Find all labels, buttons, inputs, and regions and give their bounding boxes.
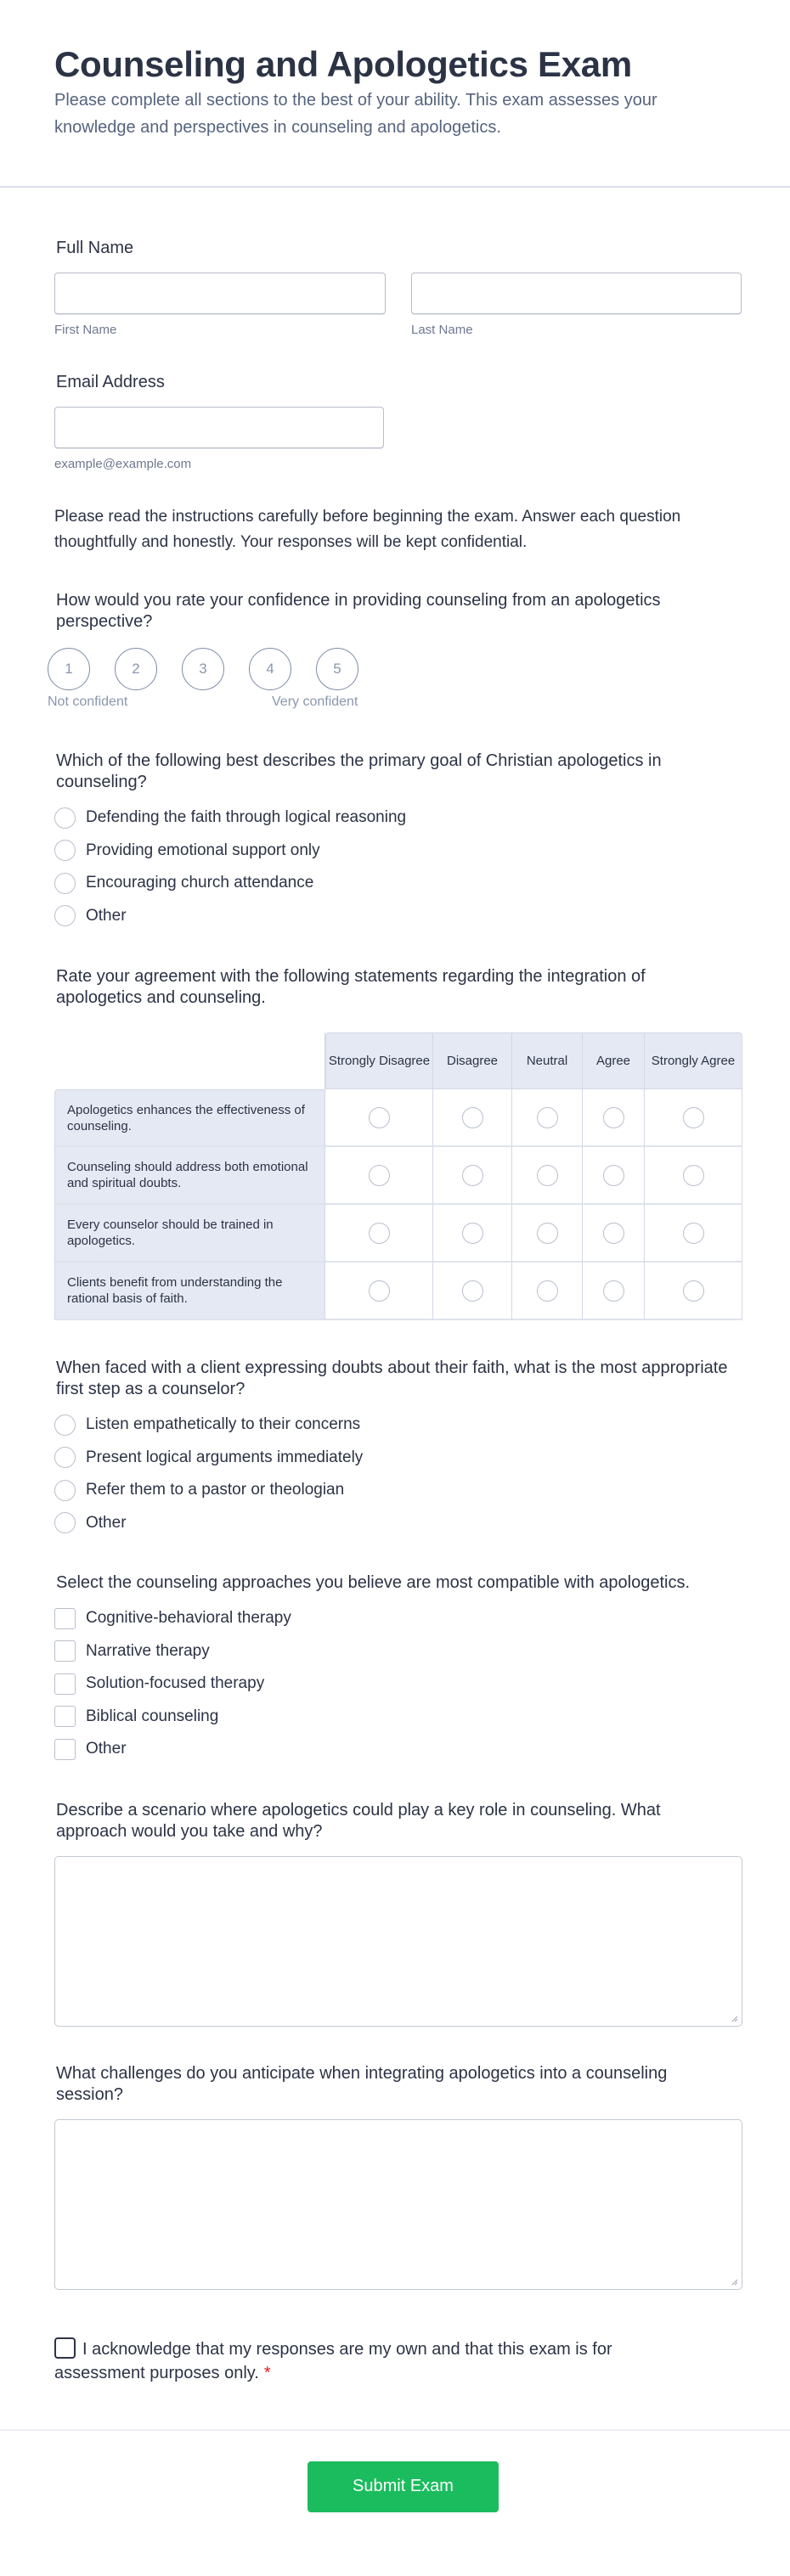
question-text: Rate your agreement with the following statements regarding the integration of apologetics and counseling. (56, 967, 646, 1007)
matrix-radio[interactable] (603, 1107, 624, 1128)
exam-form (0, 188, 790, 2429)
matrix-radio[interactable] (537, 1165, 558, 1186)
matrix-radio[interactable] (537, 1280, 558, 1302)
matrix-radio[interactable] (462, 1107, 483, 1128)
first-name-field (54, 273, 386, 337)
matrix-radio[interactable] (537, 1107, 558, 1128)
matrix-radio[interactable] (462, 1280, 483, 1302)
checkbox-option[interactable]: Other (54, 1733, 742, 1766)
checkbox[interactable] (54, 1706, 76, 1727)
column-header: Disagree (433, 1032, 512, 1089)
scale-labels (48, 695, 742, 713)
scale-option-3[interactable]: 3 (182, 648, 224, 690)
checkbox-option[interactable]: Solution-focused therapy (54, 1668, 742, 1701)
checkbox-group (54, 1602, 742, 1766)
last-name-field (411, 273, 742, 337)
matrix-row (54, 1147, 742, 1205)
matrix-radio[interactable] (603, 1280, 624, 1302)
primary-goal-question (54, 751, 742, 932)
last-name-sublabel: Last Name (411, 323, 473, 337)
scenario-question (54, 1800, 742, 2027)
page-title: Counseling and Apologetics Exam (54, 44, 632, 84)
page-subtitle: Please complete all sections to the best of your ability. This exam assesses your knowledge and perspectives in counseling and apologetics. (54, 91, 657, 137)
last-name-input[interactable] (411, 273, 742, 314)
form-header (0, 0, 790, 188)
matrix-row (54, 1263, 742, 1320)
column-header: Neutral (512, 1032, 583, 1089)
matrix-radio[interactable] (369, 1165, 390, 1186)
radio-button[interactable] (54, 873, 76, 894)
checkbox-option[interactable]: Biblical counseling (54, 1701, 742, 1734)
column-header: Strongly Agree (645, 1032, 742, 1089)
challenges-question (54, 2063, 742, 2290)
matrix-radio[interactable] (683, 1280, 704, 1302)
agreement-matrix-question (54, 966, 742, 1320)
scenario-textarea[interactable] (54, 1856, 742, 2027)
email-label: Email Address (56, 373, 165, 391)
acknowledgement (54, 2337, 700, 2429)
email-sublabel: example@example.com (54, 457, 192, 471)
challenges-textarea[interactable] (54, 2119, 742, 2290)
approaches-question (54, 1572, 742, 1766)
checkbox-option[interactable]: Narrative therapy (54, 1635, 742, 1668)
question-text: What challenges do you anticipate when integrating apologetics into a counseling session? (56, 2063, 668, 2104)
first-step-question (54, 1358, 742, 1539)
radio-group (54, 1409, 742, 1539)
radio-option[interactable]: Other (54, 1507, 742, 1540)
full-name-label: Full Name (56, 239, 134, 257)
scale-low-label: Not confident (48, 695, 128, 709)
scale-high-label: Very confident (272, 695, 358, 709)
radio-button[interactable] (54, 1415, 76, 1436)
checkbox[interactable] (54, 1739, 76, 1760)
checkbox[interactable] (54, 1608, 76, 1629)
first-name-sublabel: First Name (54, 323, 117, 337)
row-label: Every counselor should be trained in apologetics. (54, 1205, 325, 1263)
matrix-row (54, 1205, 742, 1263)
agreement-matrix (54, 1032, 742, 1320)
radio-button[interactable] (54, 1512, 76, 1533)
form-footer (0, 2429, 790, 2555)
radio-option[interactable]: Defending the faith through logical reasoning (54, 801, 742, 835)
radio-option[interactable]: Listen empathetically to their concerns (54, 1409, 742, 1442)
radio-button[interactable] (54, 807, 76, 829)
matrix-radio[interactable] (603, 1165, 624, 1186)
row-label: Apologetics enhances the effectiveness of counseling. (54, 1089, 325, 1147)
radio-button[interactable] (54, 840, 76, 861)
scale-option-4[interactable]: 4 (249, 648, 291, 690)
matrix-radio[interactable] (462, 1165, 483, 1186)
scale-option-2[interactable]: 2 (115, 648, 157, 690)
question-text: Describe a scenario where apologetics could play a key role in counseling. What approach would you take and why? (56, 1800, 661, 1841)
radio-button[interactable] (54, 1447, 76, 1468)
matrix-radio[interactable] (683, 1165, 704, 1186)
question-text: Select the counseling approaches you believe are most compatible with apologetics. (56, 1573, 690, 1592)
scale-option-5[interactable]: 5 (316, 648, 358, 690)
submit-button[interactable]: Submit Exam (308, 2461, 499, 2512)
checkbox-option[interactable]: Cognitive-behavioral therapy (54, 1602, 742, 1635)
matrix-radio[interactable] (369, 1223, 390, 1244)
column-header: Agree (583, 1032, 645, 1089)
radio-group (54, 801, 742, 932)
resize-handle-icon[interactable] (731, 2279, 738, 2286)
radio-button[interactable] (54, 905, 76, 926)
checkbox[interactable] (54, 1640, 76, 1662)
column-header: Strongly Disagree (325, 1032, 433, 1089)
first-name-input[interactable] (54, 273, 386, 314)
email-input[interactable] (54, 407, 384, 448)
radio-option[interactable]: Present logical arguments immediately (54, 1442, 742, 1475)
resize-handle-icon[interactable] (731, 2016, 738, 2022)
row-label: Counseling should address both emotional and spiritual doubts. (54, 1147, 325, 1205)
radio-option[interactable]: Providing emotional support only (54, 835, 742, 868)
matrix-radio[interactable] (683, 1223, 704, 1244)
matrix-radio[interactable] (537, 1223, 558, 1244)
row-label: Clients benefit from understanding the rational basis of faith. (54, 1263, 325, 1320)
acknowledgement-text: I acknowledge that my responses are my own and that this exam is for assessment purposes only. (54, 2339, 612, 2382)
matrix-row (54, 1089, 742, 1147)
question-text: How would you rate your confidence in providing counseling from an apologetics perspective? (56, 591, 661, 631)
confidence-question (48, 590, 742, 713)
radio-option[interactable]: Other (54, 900, 742, 933)
matrix-radio[interactable] (683, 1107, 704, 1128)
matrix-radio[interactable] (462, 1223, 483, 1244)
matrix-radio[interactable] (603, 1223, 624, 1244)
radio-option[interactable]: Encouraging church attendance (54, 867, 742, 900)
question-text: Which of the following best describes the primary goal of Christian apologetics in counseling? (56, 751, 662, 791)
scale-option-1[interactable]: 1 (48, 648, 90, 690)
checkbox[interactable] (54, 1673, 76, 1695)
full-name-section (54, 188, 742, 337)
acknowledgement-checkbox[interactable] (54, 2337, 76, 2359)
question-text: When faced with a client expressing doubts about their faith, what is the most appropriate first step as a counselor? (56, 1358, 728, 1398)
email-section (54, 371, 742, 471)
matrix-radio[interactable] (369, 1280, 390, 1302)
radio-option[interactable]: Refer them to a pastor or theologian (54, 1474, 742, 1507)
confidence-scale (48, 648, 742, 690)
required-marker: * (263, 2363, 271, 2382)
matrix-radio[interactable] (369, 1107, 390, 1128)
radio-button[interactable] (54, 1480, 76, 1501)
instructions-text: Please read the instructions carefully before beginning the exam. Answer each question thoughtfully and honestly. Your responses will be kept confidential. (54, 508, 681, 551)
